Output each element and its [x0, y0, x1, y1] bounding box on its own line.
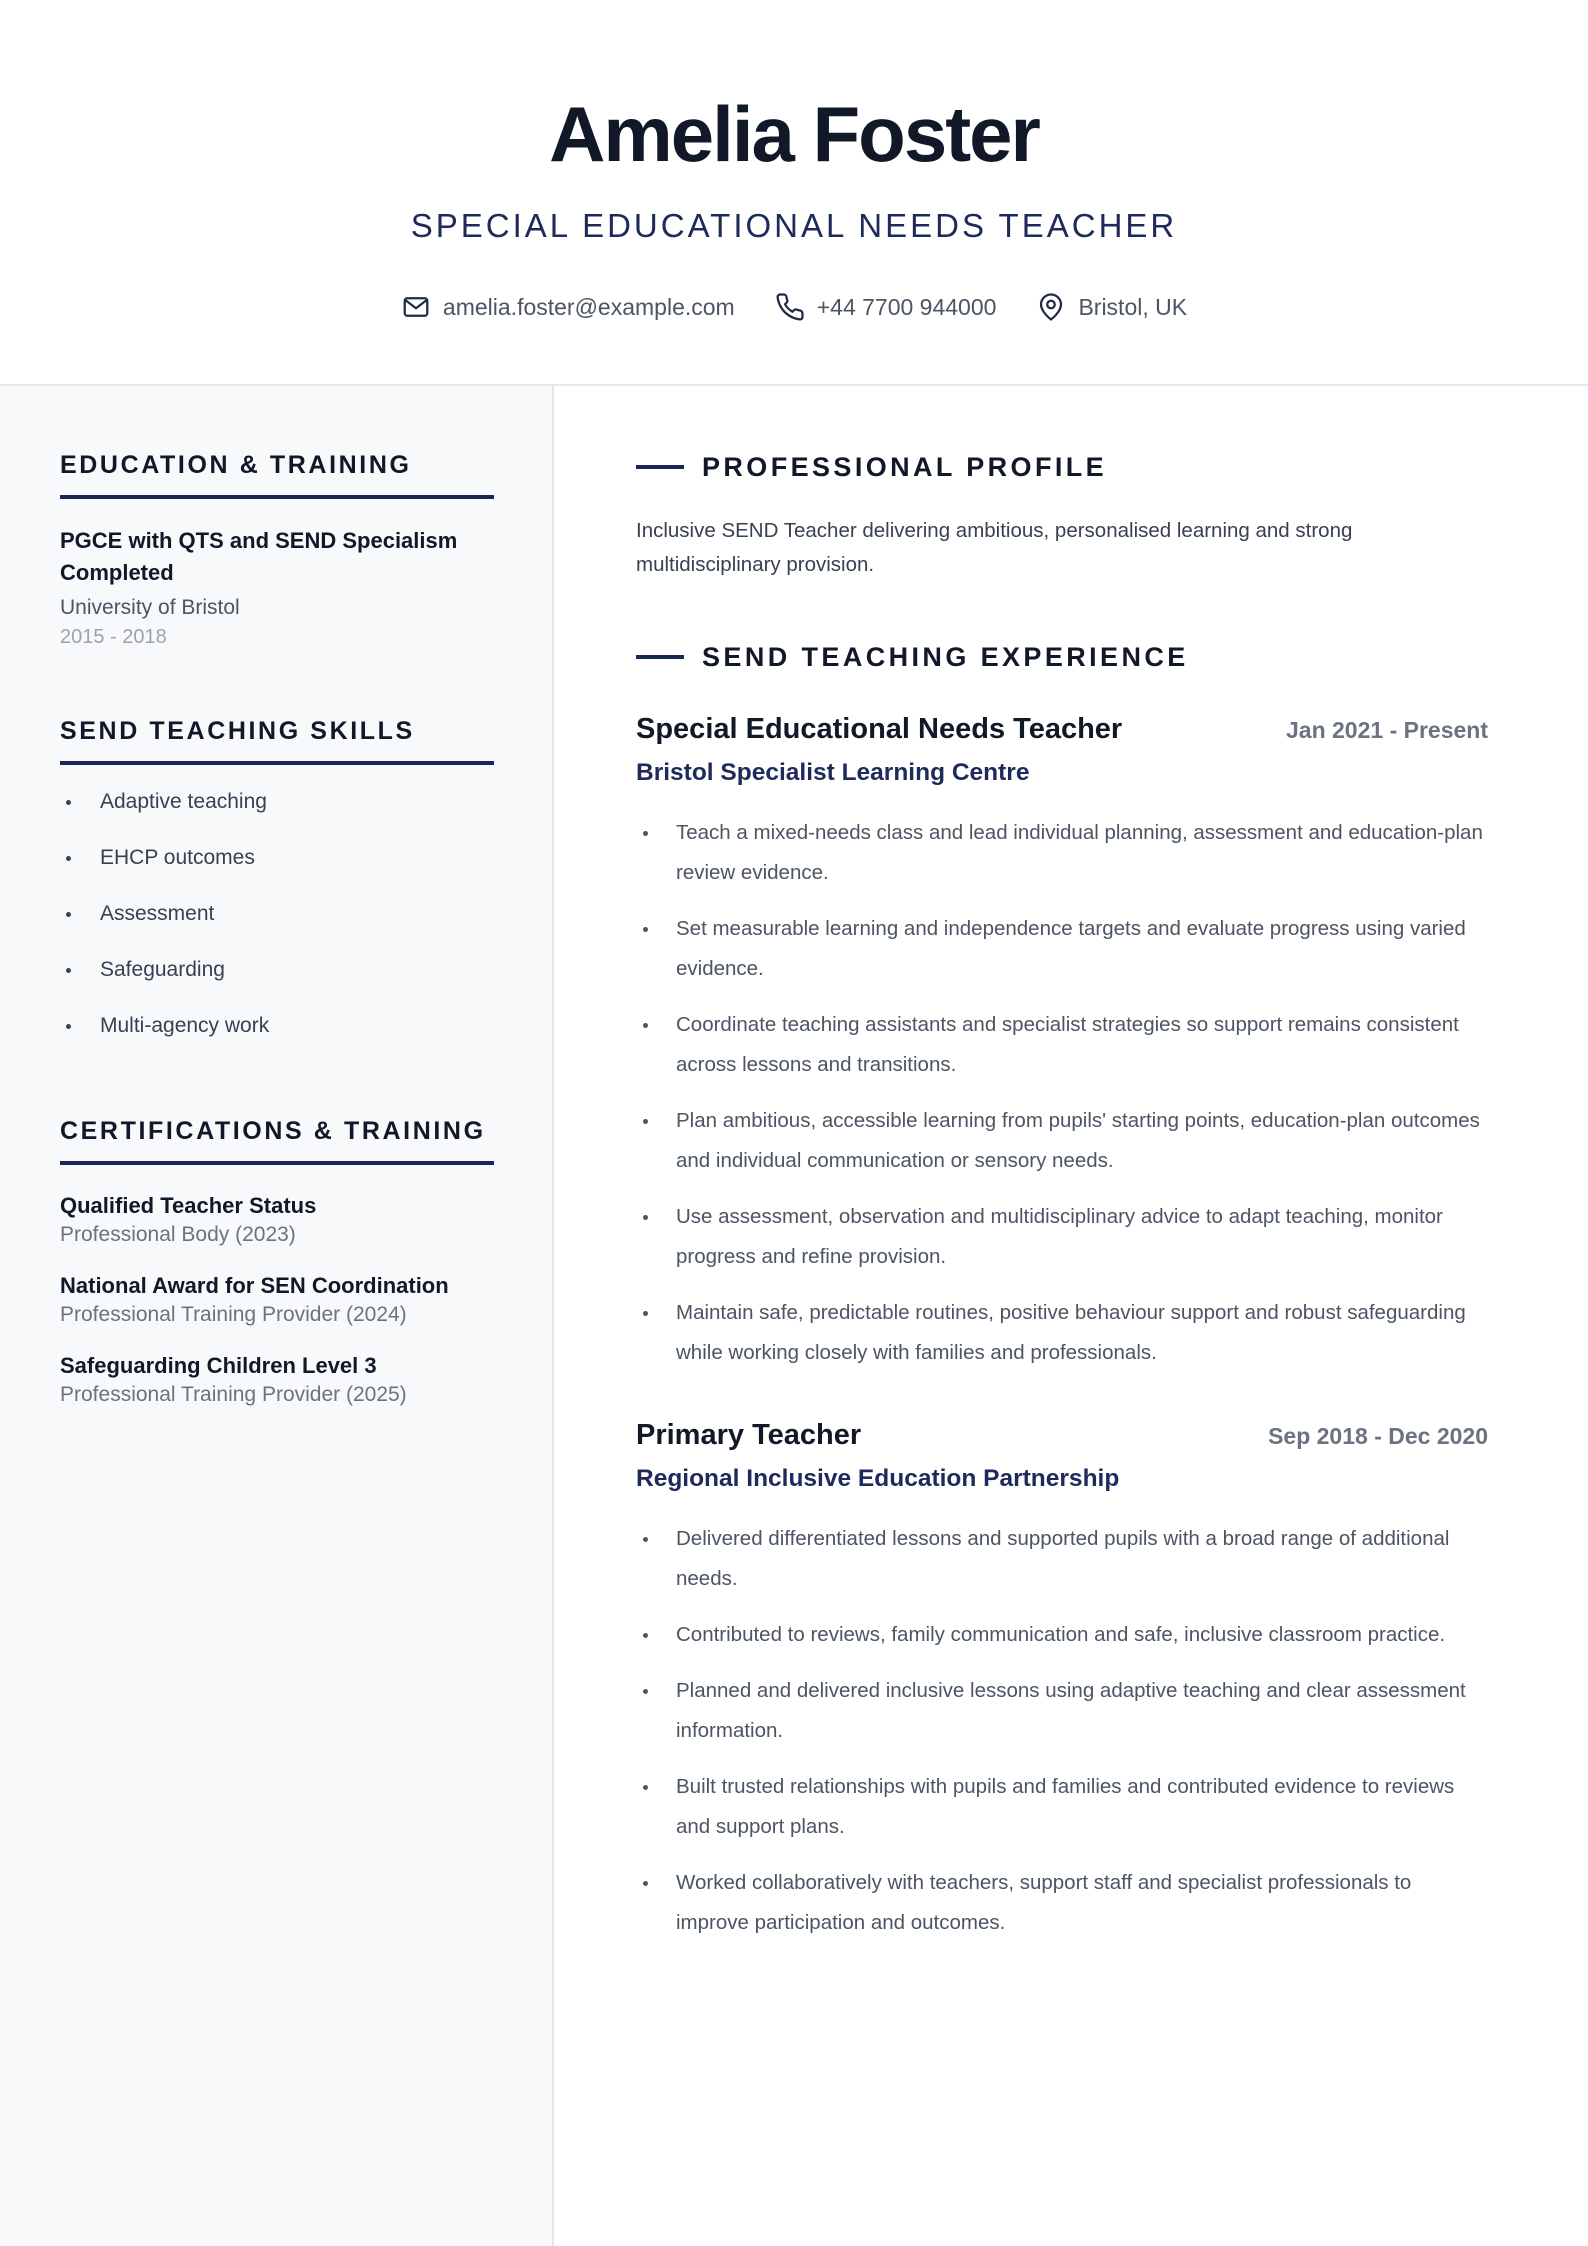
certifications-section	[60, 1115, 494, 1431]
list-item	[60, 955, 494, 1011]
job-header	[636, 709, 1488, 750]
bullet-dot	[643, 927, 648, 932]
experience-heading-text: SEND TEACHING EXPERIENCE	[702, 642, 1189, 672]
candidate-name: Amelia Foster	[549, 90, 1039, 178]
bullet-dot	[643, 1537, 648, 1542]
list-item	[60, 787, 494, 843]
education-heading: EDUCATION & TRAINING	[60, 449, 494, 499]
bullet-text: Coordinate teaching assistants and specialist strategies so support remains consistent across lessons and transitions.	[676, 1013, 1459, 1076]
bullet-text: Built trusted relationships with pupils and families and contributed evidence to reviews and support plans.	[676, 1775, 1455, 1838]
list-item	[636, 1671, 1488, 1751]
skill-label: EHCP outcomes	[100, 846, 255, 869]
bullet-text: Set measurable learning and independence targets and evaluate progress using varied evidence.	[676, 917, 1466, 980]
bullet-text: Plan ambitious, accessible learning from pupils' starting points, education-plan outcomes and individual communication or sensory needs.	[676, 1109, 1480, 1172]
list-item	[636, 1863, 1488, 1943]
job-dates: Jan 2021 - Present	[1285, 717, 1488, 743]
education-degree: PGCE with QTS and SEND Specialism Completed	[60, 528, 458, 585]
education-section	[60, 449, 494, 651]
cert-name: Safeguarding Children Level 3	[60, 1353, 377, 1378]
contact-bar	[0, 290, 1588, 324]
profile-text: Inclusive SEND Teacher delivering ambitious, personalised learning and strong multidisciplinary provision.	[636, 519, 1353, 576]
list-item	[60, 1271, 494, 1329]
skill-label: Safeguarding	[100, 958, 225, 981]
skills-section	[60, 715, 494, 1067]
skill-label: Assessment	[100, 902, 215, 925]
job-organisation: Bristol Specialist Learning Centre	[636, 759, 1030, 786]
job-bullets	[636, 813, 1488, 1373]
job-bullets	[636, 1519, 1488, 1943]
list-item	[636, 1615, 1488, 1655]
heading-rule	[636, 655, 684, 659]
bullet-dot	[66, 1024, 71, 1029]
list-item	[636, 1197, 1488, 1277]
job-title: Special Educational Needs Teacher	[636, 713, 1123, 745]
bullet-dot	[66, 912, 71, 917]
cert-name: National Award for SEN Coordination	[60, 1273, 449, 1298]
bullet-dot	[643, 831, 648, 836]
email-text: amelia.foster@example.com	[442, 294, 735, 320]
education-dates: 2015 - 2018	[60, 626, 167, 648]
bullet-dot	[66, 800, 71, 805]
list-item	[60, 899, 494, 955]
contact-phone[interactable]	[775, 290, 997, 324]
job-organisation: Regional Inclusive Education Partnership	[636, 1465, 1120, 1492]
experience-section	[636, 640, 1488, 674]
job-title: Primary Teacher	[636, 1419, 862, 1451]
bullet-dot	[643, 1119, 648, 1124]
map-pin-icon	[1036, 292, 1066, 322]
profile-heading	[636, 450, 1488, 484]
bullet-text: Contributed to reviews, family communication and safe, inclusive classroom practice.	[676, 1623, 1446, 1646]
experience-heading	[636, 640, 1488, 674]
bullet-dot	[66, 856, 71, 861]
list-item	[636, 1767, 1488, 1847]
list-item	[60, 1011, 494, 1067]
profile-heading-text: PROFESSIONAL PROFILE	[702, 452, 1108, 482]
phone-text: +44 7700 944000	[816, 294, 997, 320]
job-entry	[636, 709, 1488, 1389]
job-header	[636, 1415, 1488, 1456]
education-school: University of Bristol	[60, 596, 240, 619]
list-item	[636, 1005, 1488, 1085]
skill-label: Adaptive teaching	[100, 790, 267, 813]
bullet-text: Teach a mixed-needs class and lead individual planning, assessment and education-plan review evidence.	[676, 821, 1483, 884]
bullet-text: Use assessment, observation and multidisciplinary advice to adapt teaching, monitor progress and refine provision.	[676, 1205, 1443, 1268]
cert-name: Qualified Teacher Status	[60, 1193, 317, 1218]
bullet-text: Maintain safe, predictable routines, positive behaviour support and robust safeguarding while working closely with families and professionals.	[676, 1301, 1466, 1364]
bullet-dot	[643, 1311, 648, 1316]
bullet-dot	[66, 968, 71, 973]
mail-icon	[401, 292, 431, 322]
list-item	[60, 1351, 494, 1409]
skills-heading: SEND TEACHING SKILLS	[60, 715, 494, 765]
sidebar	[0, 386, 554, 2246]
list-item	[636, 1101, 1488, 1181]
list-item	[636, 813, 1488, 893]
contact-email[interactable]	[401, 290, 735, 324]
bullet-dot	[643, 1633, 648, 1638]
certifications-list	[60, 1191, 494, 1409]
job-dates: Sep 2018 - Dec 2020	[1268, 1423, 1488, 1449]
cert-org: Professional Body (2023)	[60, 1223, 296, 1246]
bullet-text: Planned and delivered inclusive lessons using adaptive teaching and clear assessment information.	[676, 1679, 1466, 1742]
cert-org: Professional Training Provider (2024)	[60, 1303, 407, 1326]
skills-list	[60, 787, 494, 1067]
bullet-dot	[643, 1215, 648, 1220]
job-entry	[636, 1415, 1488, 1959]
heading-rule	[636, 465, 684, 469]
bullet-text: Worked collaboratively with teachers, support staff and specialist professionals to improve participation and outcomes.	[676, 1871, 1412, 1934]
list-item	[636, 1519, 1488, 1599]
cert-org: Professional Training Provider (2025)	[60, 1383, 407, 1406]
phone-icon	[775, 292, 805, 322]
list-item	[636, 909, 1488, 989]
bullet-dot	[643, 1881, 648, 1886]
bullet-dot	[643, 1023, 648, 1028]
certifications-heading: CERTIFICATIONS & TRAINING	[60, 1115, 494, 1165]
location-text: Bristol, UK	[1078, 294, 1188, 320]
candidate-role: SPECIAL EDUCATIONAL NEEDS TEACHER	[410, 207, 1178, 244]
bullet-dot	[643, 1785, 648, 1790]
bullet-dot	[643, 1689, 648, 1694]
list-item	[60, 1191, 494, 1249]
list-item	[60, 843, 494, 899]
contact-location	[1036, 290, 1187, 324]
skill-label: Multi-agency work	[100, 1014, 270, 1037]
resume-header	[0, 0, 1588, 386]
list-item	[636, 1293, 1488, 1373]
profile-section	[636, 450, 1488, 582]
bullet-text: Delivered differentiated lessons and supported pupils with a broad range of additional needs.	[676, 1527, 1450, 1590]
